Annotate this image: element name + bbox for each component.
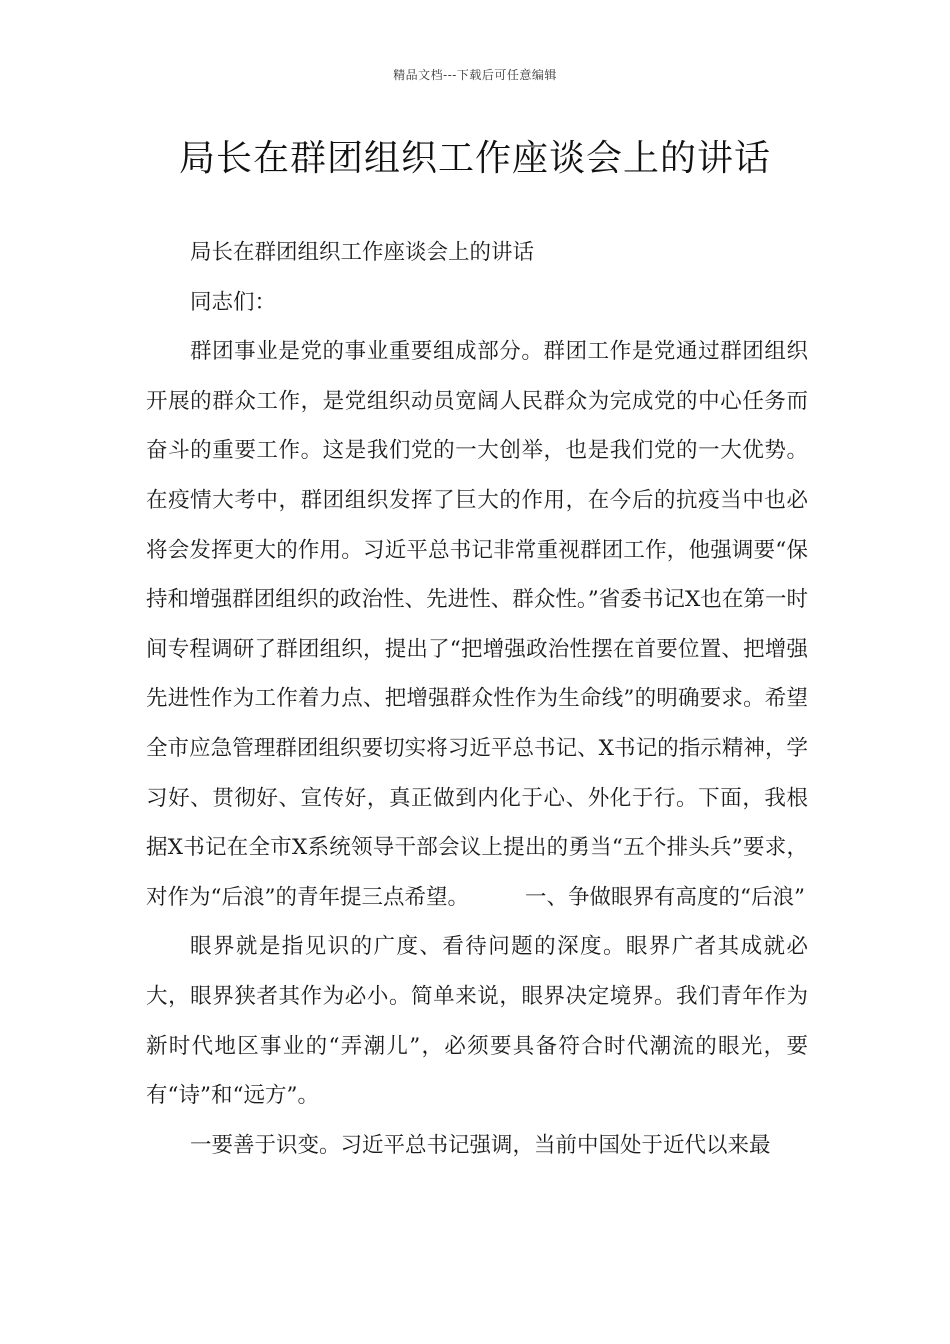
paragraph: 眼界就是指见识的广度、看待问题的深度。眼界广者其成就必大，眼界狭者其作为必小。简单来说，眼界决定境界。我们青年作为新时代地区事业的“弄潮儿”，必须要具备符合时代潮流的眼光，要有“诗”和“远方”。 xyxy=(146,934,808,1109)
section-heading: 一、争做眼界有高度的“后浪” xyxy=(525,884,805,910)
subtitle: 局长在群团组织工作座谈会上的讲话 xyxy=(190,240,535,265)
header-note: 精品文档---下载后可任意编辑 xyxy=(393,68,557,82)
paragraph xyxy=(146,327,808,922)
document-title: 局长在群团组织工作座谈会上的讲话 xyxy=(178,138,771,179)
salutation: 同志们： xyxy=(190,289,277,315)
document-body xyxy=(146,228,808,1170)
paragraph-text: 群团事业是党的事业重要组成部分。群团工作是党通过群团组织开展的群众工作，是党组织动员宽阔人民群众为完成党的中心任务而奋斗的重要工作。这是我们党的一大创举，也是我们党的一大优势。在疫情大考中，群团组织发挥了巨大的作用，在今后的抗疫当中也必将会发挥更大的作用。习近平总书记非常重视群团工作，他强调要“保持和增强群团组织的政治性、先进性、群众性。”省委书记X也在第一时间专程调研了群团组织，提出了“把增强政治性摆在首要位置、把增强先进性作为工作着力点、把增强群众性作为生命线”的明确要求。希望全市应急管理群团组织要切实将习近平总书记、X书记的指示精神，学习好、贯彻好、宣传好，真正做到内化于心、外化于行。下面，我根据X书记在全市X系统领导干部会议上提出的勇当“五个排头兵”要求，对作为“后浪”的青年提三点希望。 xyxy=(146,339,808,910)
paragraph: 一要善于识变。习近平总书记强调，当前中国处于近代以来最 xyxy=(190,1132,771,1158)
